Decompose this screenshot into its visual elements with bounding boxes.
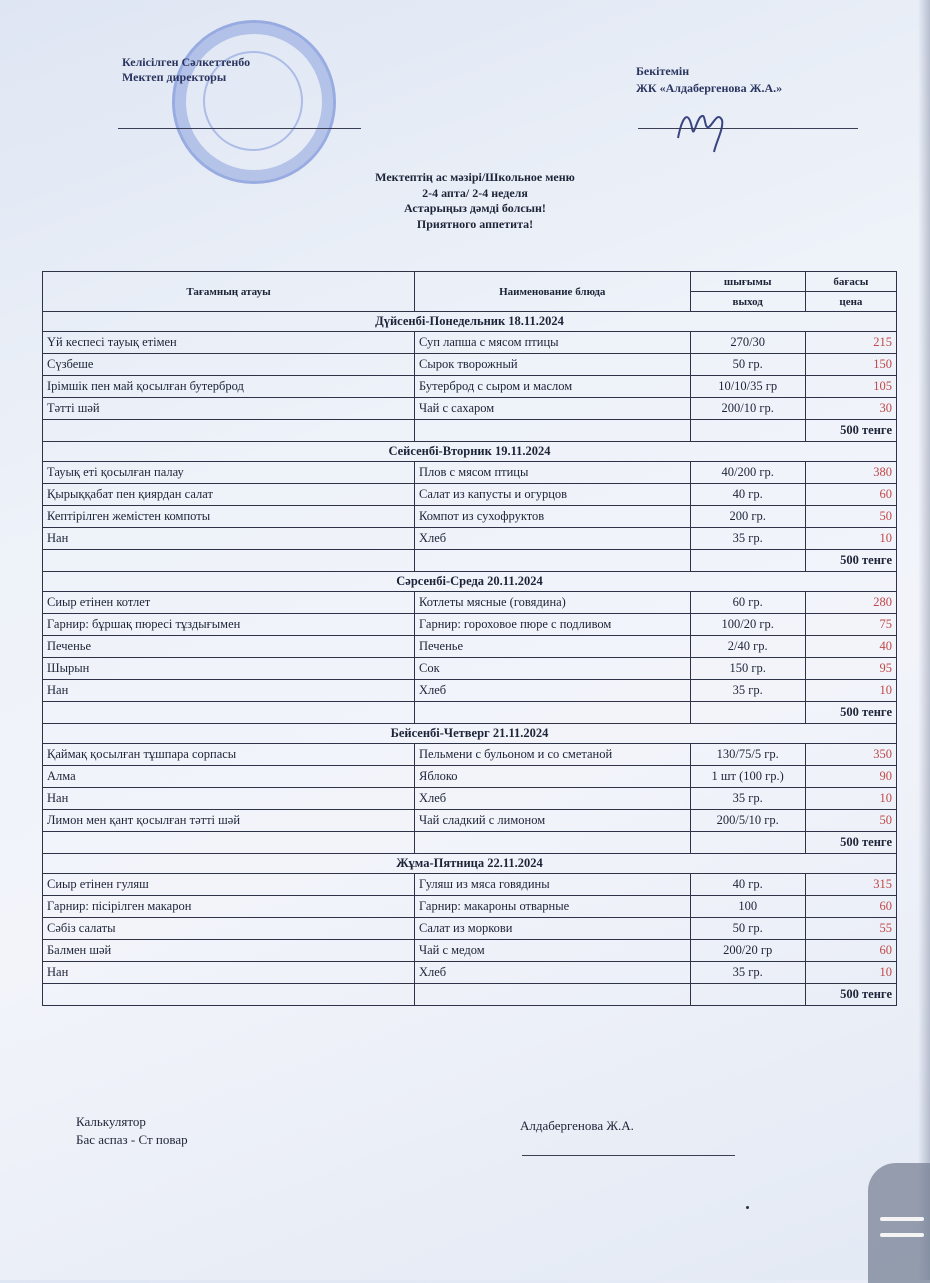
day-total: 500 тенге (805, 550, 896, 572)
dish-output: 270/30 (690, 332, 805, 354)
approval-left (122, 55, 250, 85)
total-empty-cell (690, 832, 805, 854)
dish-name-ru: Хлеб (414, 962, 690, 984)
dish-output: 50 гр. (690, 354, 805, 376)
table-row (43, 874, 897, 896)
dish-name-ru: Гарнир: макароны отварные (414, 896, 690, 918)
dish-price: 105 (805, 376, 896, 398)
total-row (43, 832, 897, 854)
total-empty-cell (690, 420, 805, 442)
dish-price: 350 (805, 744, 896, 766)
table-row (43, 962, 897, 984)
dish-name-kz: Сиыр етінен гуляш (43, 874, 415, 896)
table-row (43, 376, 897, 398)
dish-output: 35 гр. (690, 962, 805, 984)
dish-name-ru: Чай с сахаром (414, 398, 690, 420)
menu-bar-icon (880, 1217, 924, 1221)
table-row (43, 614, 897, 636)
title-line-3: Астарыңыз дәмді болсын! (404, 201, 546, 215)
dish-name-kz: Лимон мен қант қосылған тәтті шәй (43, 810, 415, 832)
dish-output: 100 (690, 896, 805, 918)
dish-name-kz: Үй кеспесі тауық етімен (43, 332, 415, 354)
table-row (43, 766, 897, 788)
table-row (43, 896, 897, 918)
approval-right-line-2: ЖК «Алдабергенова Ж.А.» (636, 81, 783, 95)
header-price-ru: цена (805, 292, 896, 312)
day-total: 500 тенге (805, 420, 896, 442)
table-row (43, 462, 897, 484)
dish-name-ru: Салат из моркови (414, 918, 690, 940)
header-price-kz: бағасы (805, 272, 896, 292)
dish-output: 40 гр. (690, 874, 805, 896)
total-empty-cell (43, 832, 415, 854)
header-output-kz: шығымы (690, 272, 805, 292)
page-edge-shadow (918, 0, 930, 1280)
dish-output: 40 гр. (690, 484, 805, 506)
day-label: Бейсенбі-Четверг 21.11.2024 (43, 724, 897, 744)
dish-price: 50 (805, 810, 896, 832)
header-name-ru: Наименование блюда (414, 272, 690, 312)
dish-output: 130/75/5 гр. (690, 744, 805, 766)
dish-name-ru: Хлеб (414, 528, 690, 550)
table-row (43, 592, 897, 614)
dish-output: 1 шт (100 гр.) (690, 766, 805, 788)
day-row (43, 442, 897, 462)
dish-price: 40 (805, 636, 896, 658)
day-label: Жұма-Пятница 22.11.2024 (43, 854, 897, 874)
approval-right-signature-line (638, 128, 858, 129)
dish-name-ru: Чай с медом (414, 940, 690, 962)
total-empty-cell (414, 984, 690, 1006)
footer-signer-name: Алдабергенова Ж.А. (520, 1118, 634, 1133)
dish-name-kz: Шырын (43, 658, 415, 680)
dish-output: 200/5/10 гр. (690, 810, 805, 832)
approval-left-line-2: Мектеп директоры (122, 70, 227, 84)
dish-price: 10 (805, 962, 896, 984)
dish-price: 60 (805, 896, 896, 918)
dish-name-ru: Компот из сухофруктов (414, 506, 690, 528)
dish-output: 35 гр. (690, 788, 805, 810)
menu-table (42, 271, 897, 1006)
day-total: 500 тенге (805, 984, 896, 1006)
approval-left-line-1: Келісілген Сәлкеттенбо (122, 55, 251, 69)
dish-output: 40/200 гр. (690, 462, 805, 484)
dish-name-ru: Гуляш из мяса говядины (414, 874, 690, 896)
menu-title (300, 170, 650, 232)
approval-left-signature-line (118, 128, 361, 129)
dish-name-ru: Яблоко (414, 766, 690, 788)
viewer-menu-button[interactable] (868, 1163, 930, 1283)
day-label: Сейсенбі-Вторник 19.11.2024 (43, 442, 897, 462)
total-row (43, 702, 897, 724)
ink-dot (746, 1206, 749, 1209)
dish-price: 60 (805, 940, 896, 962)
dish-price: 50 (805, 506, 896, 528)
dish-price: 10 (805, 788, 896, 810)
approval-right-line-1: Бекітемін (636, 64, 690, 78)
table-row (43, 332, 897, 354)
day-total: 500 тенге (805, 702, 896, 724)
dish-name-kz: Ірімшік пен май қосылған бутерброд (43, 376, 415, 398)
dish-price: 60 (805, 484, 896, 506)
footer-left-line-1: Калькулятор (76, 1114, 146, 1129)
dish-name-kz: Алма (43, 766, 415, 788)
dish-name-ru: Сырок творожный (414, 354, 690, 376)
dish-output: 35 гр. (690, 680, 805, 702)
header-output-ru: выход (690, 292, 805, 312)
table-row (43, 680, 897, 702)
header-name-kz: Тағамның атауы (43, 272, 415, 312)
table-row (43, 918, 897, 940)
total-empty-cell (414, 832, 690, 854)
total-empty-cell (43, 420, 415, 442)
day-row (43, 854, 897, 874)
footer-signature-line (522, 1155, 735, 1156)
dish-price: 75 (805, 614, 896, 636)
dish-price: 380 (805, 462, 896, 484)
dish-name-kz: Гарнир: бұршақ пюресі тұздығымен (43, 614, 415, 636)
dish-name-kz: Сиыр етінен котлет (43, 592, 415, 614)
footer-left-line-2: Бас аспаз - Ст повар (76, 1132, 188, 1147)
dish-name-ru: Суп лапша с мясом птицы (414, 332, 690, 354)
dish-output: 150 гр. (690, 658, 805, 680)
dish-name-kz: Печенье (43, 636, 415, 658)
title-line-4: Приятного аппетита! (416, 216, 534, 231)
total-empty-cell (43, 984, 415, 1006)
table-row (43, 744, 897, 766)
dish-output: 200/10 гр. (690, 398, 805, 420)
dish-name-ru: Печенье (414, 636, 690, 658)
table-row (43, 636, 897, 658)
total-empty-cell (414, 420, 690, 442)
dish-name-ru: Чай сладкий с лимоном (414, 810, 690, 832)
dish-name-ru: Пельмени с бульоном и со сметаной (414, 744, 690, 766)
table-row (43, 658, 897, 680)
dish-price: 280 (805, 592, 896, 614)
title-line-1: Мектептің ас мәзірі/Школьное меню (375, 170, 575, 184)
dish-output: 50 гр. (690, 918, 805, 940)
total-empty-cell (414, 550, 690, 572)
dish-name-ru: Хлеб (414, 788, 690, 810)
table-row (43, 484, 897, 506)
dish-price: 95 (805, 658, 896, 680)
day-label: Сәрсенбі-Среда 20.11.2024 (43, 572, 897, 592)
dish-price: 215 (805, 332, 896, 354)
dish-name-ru: Хлеб (414, 680, 690, 702)
table-row (43, 506, 897, 528)
total-row (43, 984, 897, 1006)
table-row (43, 788, 897, 810)
dish-name-kz: Нан (43, 680, 415, 702)
dish-output: 200/20 гр (690, 940, 805, 962)
total-row (43, 550, 897, 572)
total-row (43, 420, 897, 442)
approval-right (636, 63, 782, 97)
dish-name-kz: Сәбіз салаты (43, 918, 415, 940)
dish-output: 100/20 гр. (690, 614, 805, 636)
footer-left (76, 1113, 188, 1149)
total-empty-cell (690, 702, 805, 724)
menu-bar-icon (880, 1233, 924, 1237)
total-empty-cell (43, 702, 415, 724)
dish-name-ru: Бутерброд с сыром и маслом (414, 376, 690, 398)
dish-price: 90 (805, 766, 896, 788)
dish-output: 35 гр. (690, 528, 805, 550)
table-row (43, 528, 897, 550)
table-row (43, 810, 897, 832)
total-empty-cell (690, 550, 805, 572)
dish-name-kz: Нан (43, 788, 415, 810)
dish-name-kz: Гарнир: пісірілген макарон (43, 896, 415, 918)
title-line-2: 2-4 апта/ 2-4 неделя (422, 185, 528, 200)
dish-name-kz: Тауық еті қосылған палау (43, 462, 415, 484)
dish-price: 10 (805, 680, 896, 702)
total-empty-cell (414, 702, 690, 724)
dish-name-kz: Сүзбеше (43, 354, 415, 376)
dish-name-kz: Кептірілген жемістен компоты (43, 506, 415, 528)
total-empty-cell (43, 550, 415, 572)
dish-name-kz: Балмен шәй (43, 940, 415, 962)
day-row (43, 312, 897, 332)
dish-name-kz: Қырыққабат пен қиярдан салат (43, 484, 415, 506)
table-row (43, 940, 897, 962)
dish-name-ru: Гарнир: гороховое пюре с подливом (414, 614, 690, 636)
dish-name-kz: Қаймақ қосылған тұшпара сорпасы (43, 744, 415, 766)
dish-price: 30 (805, 398, 896, 420)
dish-output: 10/10/35 гр (690, 376, 805, 398)
dish-output: 60 гр. (690, 592, 805, 614)
dish-name-kz: Нан (43, 528, 415, 550)
menu-table-body (43, 312, 897, 1006)
dish-price: 315 (805, 874, 896, 896)
dish-name-ru: Сок (414, 658, 690, 680)
day-total: 500 тенге (805, 832, 896, 854)
total-empty-cell (690, 984, 805, 1006)
day-row (43, 572, 897, 592)
school-stamp (172, 20, 336, 184)
dish-output: 200 гр. (690, 506, 805, 528)
dish-name-ru: Котлеты мясные (говядина) (414, 592, 690, 614)
dish-price: 55 (805, 918, 896, 940)
dish-name-kz: Тәтті шәй (43, 398, 415, 420)
day-row (43, 724, 897, 744)
table-row (43, 398, 897, 420)
dish-output: 2/40 гр. (690, 636, 805, 658)
day-label: Дүйсенбі-Понедельник 18.11.2024 (43, 312, 897, 332)
dish-price: 150 (805, 354, 896, 376)
dish-name-ru: Салат из капусты и огурцов (414, 484, 690, 506)
dish-name-ru: Плов с мясом птицы (414, 462, 690, 484)
table-row (43, 354, 897, 376)
dish-name-kz: Нан (43, 962, 415, 984)
dish-price: 10 (805, 528, 896, 550)
